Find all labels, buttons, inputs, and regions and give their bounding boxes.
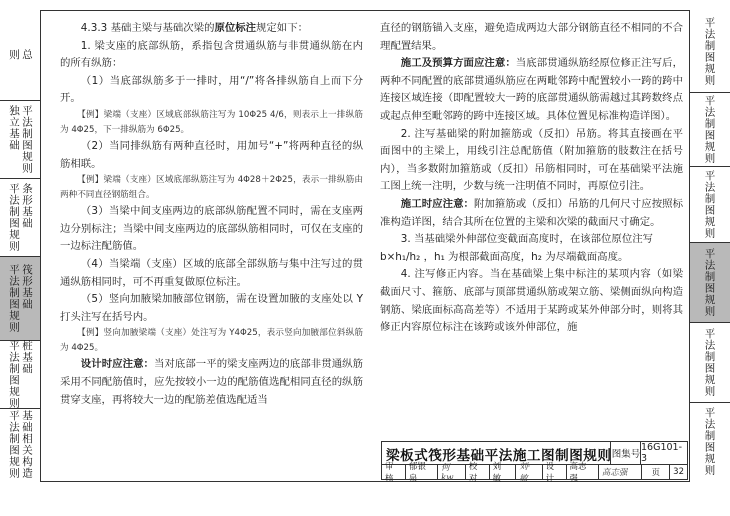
sub-item-4: （4）当梁端（支座）区域的底部全部纵筋与集中注写过的贯通纵筋相同时，可不再重复做原位标注。 (60, 257, 363, 288)
chapter-tab-label: 桩基础 (21, 340, 33, 375)
chapter-tab (688, 92, 730, 166)
title-block (381, 441, 688, 484)
budget-note-text: 当底部贯通纵筋经原位修正注写后，两种不同配置的底部贯通纵筋应在两毗邻跨中配置较小一跨的跨中连接区域连接（即配置较大一跨的底部贯通纵筋需越过其跨数终点或起点伸至毗邻跨的跨中连接区域。具体位置见标准构造详图）。 (380, 57, 684, 122)
chapter-tab-label: 平法制图规则 (703, 16, 716, 86)
heading-suffix: 规定如下： (256, 22, 308, 34)
construct-note-label: 施工时应注意： (400, 197, 474, 210)
chapter-tab-label: 平法制图规则 (703, 170, 716, 239)
sub-item-3: （3）当梁中间支座两边的底部纵筋配置不同时，需在支座两边分别标注；当梁中间支座两边的底部纵筋相同时，可仅在支座的一边标注配筋值。 (60, 205, 363, 253)
chapter-tab (688, 322, 730, 402)
check-signature: 刘·敏 (516, 464, 543, 479)
chapter-tab (0, 10, 40, 100)
left-chapter-tabs (0, 10, 40, 480)
chapter-tab (688, 166, 730, 242)
section-number: 4.3.3 (80, 22, 108, 34)
item-3: 3. 当基础梁外伸部位变截面高度时，在该部位原位注写 (400, 233, 653, 246)
chapter-tab-label: 总 (21, 49, 33, 61)
chapter-tab-label: 条形基础 (21, 183, 33, 229)
chapter-tab (0, 340, 40, 408)
review-name: 郁银泉 (406, 464, 438, 479)
chapter-tab (688, 402, 730, 480)
item-3-formula: b×h₁/h₂ ，h₁ 为根部截面高度，h₂ 为尽端截面高度。 (380, 250, 629, 263)
continued-paragraph: 直径的钢筋锚入支座，避免造成两边大部分钢筋直径不相同的不合理配置结果。 (380, 22, 683, 52)
item-4: 4. 注写修正内容。当在基础梁上集中标注的某项内容（如梁截面尺寸、箍筋、底部与顶部贯通纵筋或架立筋、梁侧面纵向构造钢筋、梁底面标高高差等）不适用于某跨或某外伸部分时，则将其修正内容原位标注在该跨或该外伸部位，施 (380, 268, 683, 334)
sub-item-2: （2）当同排纵筋有两种直径时，用加号“+”将两种直径的纵筋相联。 (60, 139, 363, 170)
chapter-tab-label: 则 (8, 49, 20, 61)
design-note-label: 设计时应注意： (80, 358, 154, 371)
right-column (380, 20, 683, 337)
chapter-tab-label: 筏形基础 (21, 264, 33, 310)
heading-text: 基础主梁与基础次梁的 (110, 22, 215, 34)
heading-emphasis: 原位标注 (214, 22, 257, 34)
chapter-tab-label: 平法制图规则 (703, 328, 716, 397)
construct-note (380, 196, 683, 231)
right-chapter-tabs (688, 10, 730, 480)
example-1: 【例】梁端（支座）区域底部纵筋注写为 10Φ25 4/6，则表示上一排纵筋为 4Φ25，下一排纵筋为 6Φ25。 (60, 109, 363, 135)
chapter-tab-label: 平法制图规则 (8, 183, 20, 252)
review-label: 审核 (382, 464, 406, 479)
sub-item-5: （5）竖向加腋梁加腋部位钢筋，需在设置加腋的支座处以 Y 打头注写在括号内。 (60, 293, 363, 323)
page-number: 32 (673, 466, 684, 477)
check-label: 校对 (466, 464, 490, 479)
item-1: 1. 梁支座的底部纵筋，系指包含贯通纵筋与非贯通纵筋在内的所有纵筋： (60, 39, 363, 70)
review-signature: 何kw (438, 464, 466, 479)
budget-note-label: 施工及预算方面应注意： (400, 57, 516, 70)
section-heading (60, 20, 363, 38)
example-3: 【例】竖向加腋梁端（支座）处注写为 Y4Φ25，表示竖向加腋部位斜纵筋为 4Φ25。 (60, 328, 363, 354)
atlas-label: 图集号 (610, 442, 641, 464)
example-2: 【例】梁端（支座）区域底部纵筋注写为 4Φ28＋2Φ25，表示一排纵筋由两种不同直径钢筋组合。 (60, 175, 363, 201)
chapter-tab-label: 基础相关构造 (21, 410, 33, 479)
chapter-tab (0, 178, 40, 256)
design-note (60, 356, 363, 409)
chapter-tab (688, 242, 730, 322)
check-name: 刘 敏 (490, 464, 517, 479)
drawing-title: 梁板式筏形基础平法施工图制图规则 (386, 448, 612, 464)
item-2: 2. 注写基础梁的附加箍筋或（反扣）吊筋。将其直接画在平面图中的主梁上，用线引注总配筋值（附加箍筋的肢数注在括号内），当多数附加箍筋或（反扣）吊筋相同时，可在基础梁平法施工图上统一注明，少数与统一注明值不同时，再原位引注。 (380, 127, 683, 193)
chapter-tab (0, 408, 40, 480)
chapter-tab-label: 平法制图规则 (703, 95, 716, 164)
chapter-tab-label: 平法制图规则 (703, 407, 716, 476)
construct-note-text: 附加箍筋或（反扣）吊筋的几何尺寸应按照标准构造详图，结合其所在位置的主梁和次梁的截面尺寸确定。 (380, 197, 684, 228)
chapter-tab-label: 平法制图规则 (8, 340, 20, 409)
chapter-tab-label: 平法制图规则 (8, 264, 20, 333)
chapter-tab (0, 100, 40, 178)
design-signature: 高志强 (599, 464, 643, 479)
left-column (60, 20, 363, 409)
page-label: 页 (642, 464, 670, 479)
budget-note (380, 55, 683, 125)
design-label: 设计 (543, 464, 567, 479)
chapter-tab (688, 10, 730, 92)
chapter-tab-label: 平法制图规则 (703, 248, 716, 317)
chapter-tab (0, 256, 40, 340)
design-note-text: 当对底部一平的梁支座两边的底部非贯通纵筋采用不同配筋值时，应先按较小一边的配筋值选配相同直径的纵筋贯穿支座，再将较大一边的配筋差值选配适当 (60, 358, 364, 406)
atlas-number: 16G101-3 (640, 442, 688, 464)
chapter-tab-label: 独立基础 (8, 105, 20, 151)
design-name: 高志强 (567, 464, 599, 479)
sub-item-1: （1）当底部纵筋多于一排时，用“/”将各排纵筋自上而下分开。 (60, 74, 363, 105)
chapter-tab-label: 平法制图规则 (8, 410, 20, 479)
chapter-tab-label: 平法制图规则 (21, 105, 33, 174)
signature-row (382, 461, 687, 484)
